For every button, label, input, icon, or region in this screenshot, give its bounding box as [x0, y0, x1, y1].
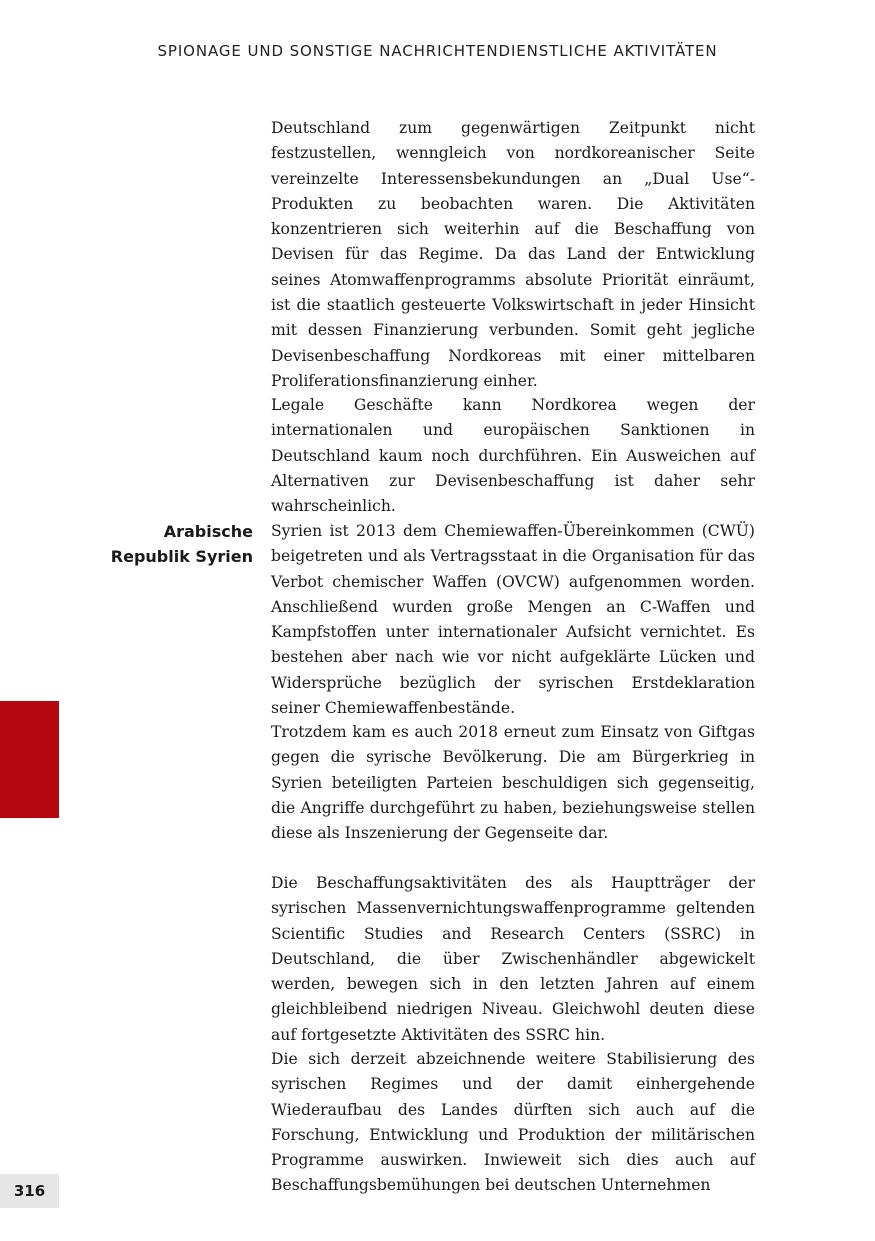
running-header: SPIONAGE UND SONSTIGE NACHRICHTENDIENSTLICHE AKTIVITÄTEN — [157, 42, 718, 60]
paragraph-3-text: Syrien ist 2013 dem Chemiewaffen-Übereinkommen (CWÜ) beigetreten und als Vertragsstaat in die Organisation für das Verbot chemischer Waffen (OVCW) aufgenommen worden. Anschließend wurden große Mengen an C-Waffen und Kampfstoffen unter internationaler Aufsicht vernichtet. Es bestehen aber nach wie vor nicht aufgeklärte Lücken und Widersprüche bezüglich der syrischen Erstdeklaration seiner Chemiewaffenbestände. — [271, 522, 755, 718]
page-number: 316 — [0, 1174, 59, 1208]
chapter-color-marker — [0, 701, 59, 818]
section-heading-syria — [60, 519, 253, 570]
paragraph-5-text: Die Beschaffungsaktivitäten des als Hauptträger der syrischen Massenvernichtungswaffenprogramme geltenden Scientific Studies and Research Centers (SSRC) in Deutschland, die über Zwischenhändler abgewickelt werden, bewegen sich in den letzten Jahren auf einem gleichbleibend niedrigen Niveau. Gleichwohl deuten diese auf fortgesetzte Aktivitäten des SSRC hin. — [271, 874, 755, 1044]
section-heading-line-1: Arabische — [163, 522, 253, 541]
paragraph-2-text: Legale Geschäfte kann Nordkorea wegen der internationalen und europäischen Sanktionen in Deutschland kaum noch durchführen. Ein Ausweichen auf Alternativen zur Devisenbeschaffung ist daher sehr wahrscheinlich. — [271, 396, 755, 516]
paragraph-1-text: Deutschland zum gegenwärtigen Zeitpunkt nicht festzustellen, wenngleich von nordkoreanischer Seite vereinzelte Interessensbekundungen an „Dual Use“-Produkten zu beobachten waren. Die Aktivitäten konzentrieren sich weiterhin auf die Beschaffung von Devisen für das Regime. Da das Land der Entwicklung seines Atomwaffenprogramms absolute Priorität einräumt, ist die staatlich gesteuerte Volkswirtschaft in jeder Hinsicht mit dessen Finanzierung verbunden. Somit geht jegliche Devisenbeschaffung Nordkoreas mit einer mittelbaren Proliferationsfinanzierung einher. — [271, 119, 755, 390]
paragraph-4-text: Trotzdem kam es auch 2018 erneut zum Einsatz von Giftgas gegen die syrische Bevölkerung. Die am Bürgerkrieg in Syrien beteiligten Parteien beschuldigen sich gegenseitig, die Angriffe durchgeführt zu haben, beziehungsweise stellen diese als Inszenierung der Gegenseite dar. — [271, 723, 755, 843]
paragraph-6-text: Die sich derzeit abzeichnende weitere Stabilisierung des syrischen Regimes und der damit einhergehende Wiederaufbau des Landes dürften sich auch auf die Forschung, Entwicklung und Produktion der militärischen Programme auswirken. Inwieweit sich dies auch auf Beschaffungsbemühungen bei deutschen Unternehmen — [271, 1050, 755, 1195]
section-heading-line-2: Republik Syrien — [110, 547, 253, 567]
paragraph-6 — [271, 1047, 755, 1199]
paragraph-1 — [271, 116, 755, 394]
paragraph-4 — [271, 720, 755, 846]
paragraph-2 — [271, 393, 755, 519]
paragraph-3 — [271, 519, 755, 721]
paragraph-5 — [271, 871, 755, 1048]
